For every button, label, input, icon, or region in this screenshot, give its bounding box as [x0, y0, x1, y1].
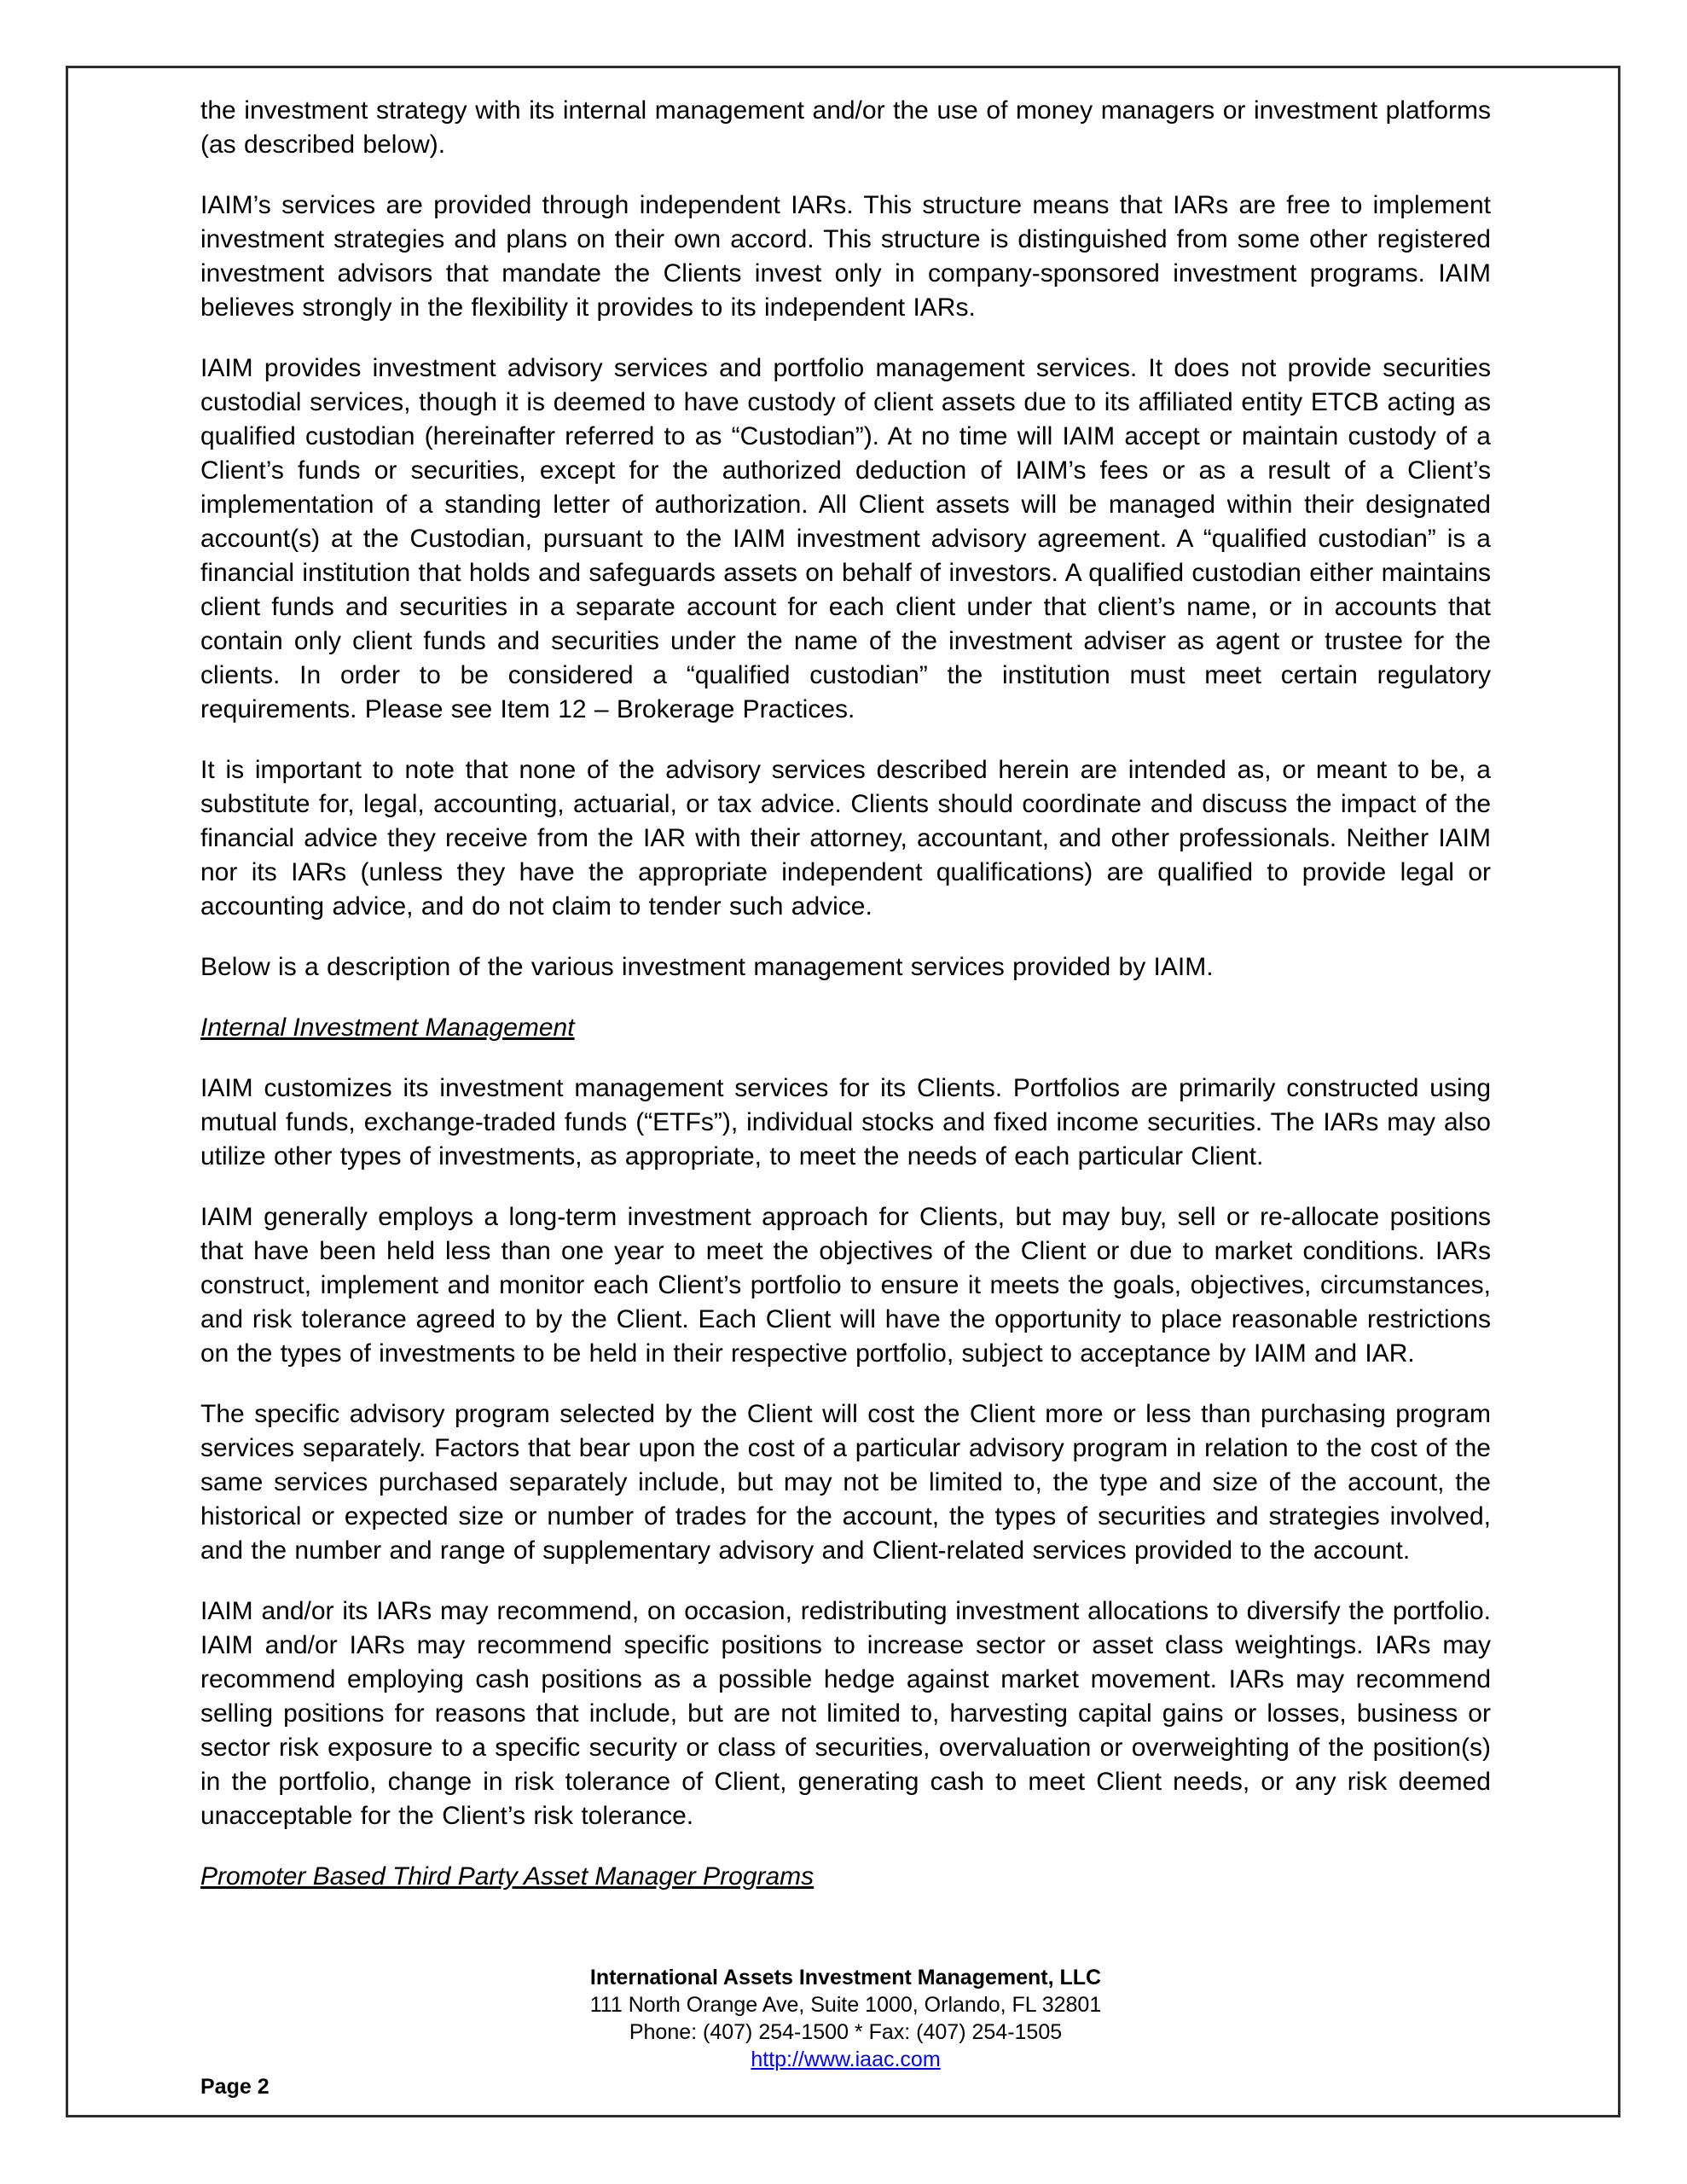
- paragraph-strategy-continuation: the investment strategy with its internal management and/or the use of money managers or investment platforms (as described below).: [200, 96, 1491, 159]
- section-heading-internal-investment-management: Internal Investment Management: [200, 1014, 575, 1042]
- footer-address: 111 North Orange Ave, Suite 1000, Orlando, FL 32801: [589, 1993, 1102, 2017]
- page-footer: [200, 1964, 1491, 2100]
- paragraph-custody: IAIM provides investment advisory services and portfolio management services. It does not provide securities custodial services, though it is deemed to have custody of client assets due to its affiliated entity ETCB acting as qualified custodian (hereinafter referred to as “Custodian”). At no time will IAIM accept or maintain custody of a Client’s funds or securities, except for the authorized deduction of IAIM’s fees or as a result of a Client’s implementation of a standing letter of authorization. All Client assets will be managed within their designated account(s) at the Custodian, pursuant to the IAIM investment advisory agreement. A “qualified custodian” is a financial institution that holds and safeguards assets on behalf of investors. A qualified custodian either maintains client funds and securities in a separate account for each client under that client’s name, or in accounts that contain only client funds and securities under the name of the investment adviser as agent or trustee for the clients. In order to be considered a “qualified custodian” the institution must meet certain regulatory requirements. Please see Item 12 – Brokerage Practices.: [200, 354, 1491, 723]
- page-number: Page 2: [200, 2075, 270, 2099]
- section-heading-promoter-based-programs: Promoter Based Third Party Asset Manager Programs: [200, 1862, 815, 1891]
- footer-link-line: [200, 2046, 1491, 2073]
- paragraph-reallocation: IAIM and/or its IARs may recommend, on occasion, redistributing investment allocations to diversify the portfolio. IAIM and/or IARs may recommend specific positions to increase sector or asset class weightings. IARs may recommend employing cash positions as a possible hedge against market movement. IARs may recommend selling positions for reasons that include, but are not limited to, harvesting capital gains or losses, business or sector risk exposure to a specific security or class of securities, overvaluation or overweighting of the position(s) in the portfolio, change in risk tolerance of Client, generating cash to meet Client needs, or any risk deemed unacceptable for the Client’s risk tolerance.: [200, 1597, 1491, 1830]
- paragraph-not-legal-advice: It is important to note that none of the advisory services described herein are intended as, or meant to be, a substitute for, legal, accounting, actuarial, or tax advice. Clients should coordinate and discuss the impact of the financial advice they receive from the IAR with their attorney, accountant, and other professionals. Neither IAIM nor its IARs (unless they have the appropriate independent qualifications) are qualified to provide legal or accounting advice, and do not claim to tender such advice.: [200, 756, 1491, 921]
- footer-phone-fax: Phone: (407) 254-1500 * Fax: (407) 254-1505: [629, 2020, 1063, 2044]
- paragraph-services-intro: Below is a description of the various investment management services provided by IAIM.: [200, 953, 1214, 981]
- paragraph-program-cost: The specific advisory program selected by the Client will cost the Client more or less than purchasing program services separately. Factors that bear upon the cost of a particular advisory program in relation to the cost of the same services purchased separately include, but may not be limited to, the type and size of the account, the historical or expected size or number of trades for the account, the types of securities and strategies involved, and the number and range of supplementary advisory and Client-related services provided to the account.: [200, 1400, 1491, 1565]
- paragraph-customization: IAIM customizes its investment management services for its Clients. Portfolios are primarily constructed using mutual funds, exchange-traded funds (“ETFs”), individual stocks and fixed income securities. The IARs may also utilize other types of investments, as appropriate, to meet the needs of each particular Client.: [200, 1074, 1491, 1170]
- footer-company-name: International Assets Investment Management, LLC: [589, 1966, 1102, 1989]
- page-content: [200, 94, 1491, 1920]
- paragraph-iaim-services: IAIM’s services are provided through independent IARs. This structure means that IARs are free to implement investment strategies and plans on their own accord. This structure is distinguished from some other registered investment advisors that mandate the Clients invest only in company-sponsored investment programs. IAIM believes strongly in the flexibility it provides to its independent IARs.: [200, 191, 1491, 322]
- paragraph-long-term-approach: IAIM generally employs a long-term investment approach for Clients, but may buy, sell or re-allocate positions that have been held less than one year to meet the objectives of the Client or due to market conditions. IARs construct, implement and monitor each Client’s portfolio to ensure it meets the goals, objectives, circumstances, and risk tolerance agreed to by the Client. Each Client will have the opportunity to place reasonable restrictions on the types of investments to be held in their respective portfolio, subject to acceptance by IAIM and IAR.: [200, 1203, 1491, 1368]
- footer-website-link[interactable]: http://www.iaac.com: [751, 2048, 941, 2071]
